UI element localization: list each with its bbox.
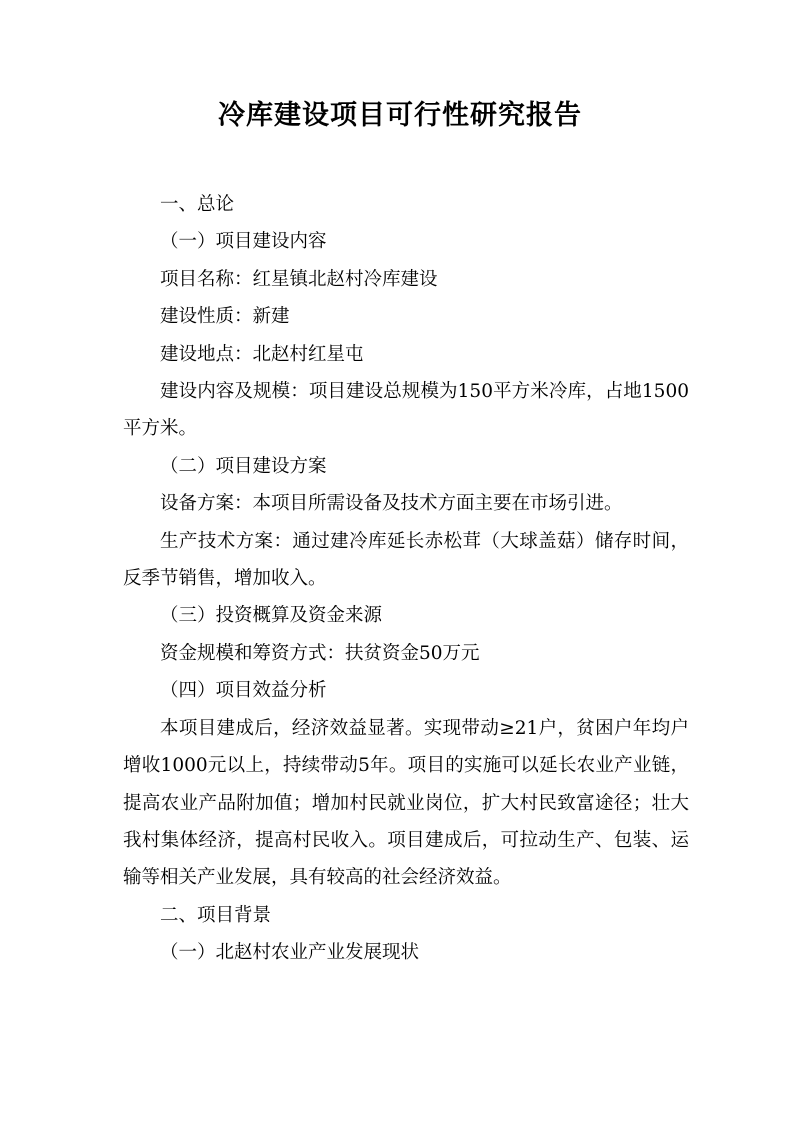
paragraph-construction-location: 建设地点：北赵村红星屯	[160, 343, 364, 365]
paragraph-technology-plan: 生产技术方案：通过建冷库延长赤松茸（大球盖菇）储存时间，反季节销售，增加收入。	[123, 530, 689, 590]
subsection-heading-benefit-analysis: （四）项目效益分析	[160, 680, 327, 702]
paragraph-project-name: 项目名称：红星镇北赵村冷库建设	[160, 268, 438, 290]
paragraph-funding: 资金规模和筹资方式：扶贫资金50万元	[160, 642, 480, 664]
paragraph-benefit-analysis: 本项目建成后，经济效益显著。实现带动≥21户，贫困户年均户增收1000元以上，持续带动5年。项目的实施可以延长农业产业链，提高农业产品附加值；增加村民就业岗位，扩大村民致富途径；壮大我村集体经济，提高村民收入。项目建成后，可拉动生产、包装、运输等相关产业发展，具有较高的社会经济效益。	[123, 717, 689, 889]
section-heading-background: 二、项目背景	[160, 904, 272, 926]
paragraph-construction-nature: 建设性质：新建	[160, 306, 290, 328]
subsection-heading-construction-plan: （二）项目建设方案	[160, 455, 327, 477]
section-heading-general: 一、总论	[160, 194, 235, 215]
subsection-heading-agriculture-status: （一）北赵村农业产业发展现状	[160, 942, 420, 964]
subsection-heading-construction-content: （一）项目建设内容	[160, 231, 327, 253]
document-body	[123, 186, 689, 972]
subsection-heading-investment: （三）投资概算及资金来源	[160, 605, 383, 627]
document-title: 冷库建设项目可行性研究报告	[218, 100, 582, 131]
paragraph-equipment-plan: 设备方案：本项目所需设备及技术方面主要在市场引进。	[160, 493, 623, 515]
paragraph-construction-scale: 建设内容及规模：项目建设总规模为150平方米冷库，占地1500平方米。	[123, 381, 689, 440]
